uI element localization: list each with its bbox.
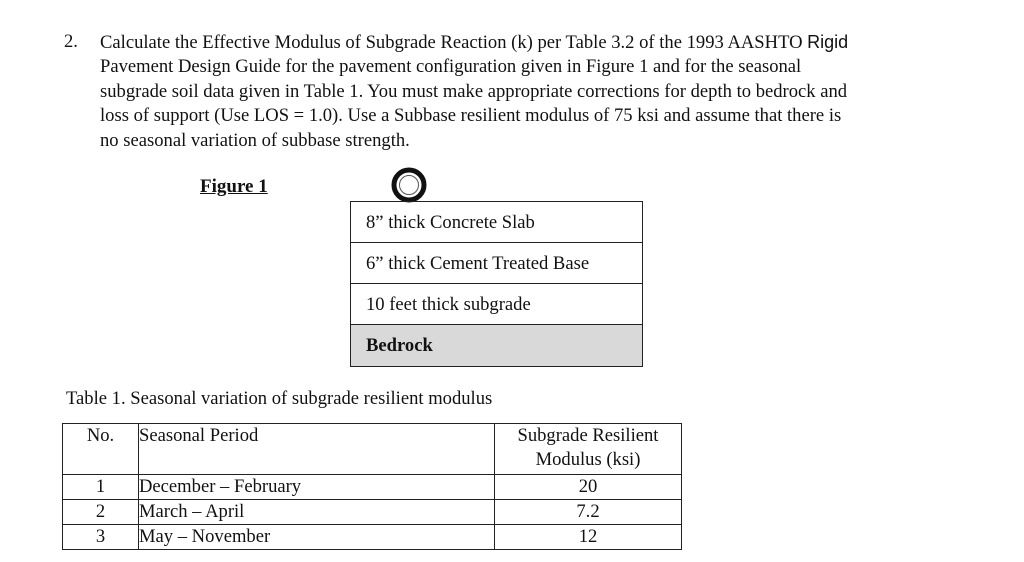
table-caption: Table 1. Seasonal variation of subgrade resilient modulus [66, 388, 493, 409]
header-modulus [495, 424, 682, 475]
layer-cement-treated-base: 6” thick Cement Treated Base [351, 243, 642, 284]
question-number: 2. [64, 31, 78, 52]
layer-bedrock: Bedrock [351, 325, 642, 366]
table-row [63, 500, 682, 525]
cell-modulus: 7.2 [495, 500, 682, 525]
pavement-layers [350, 201, 643, 367]
header-no: No. [63, 424, 139, 475]
header-modulus-line-1: Subgrade Resilient [517, 425, 659, 446]
cell-modulus: 20 [495, 475, 682, 500]
cell-no: 2 [63, 500, 139, 525]
figure-label: Figure 1 [200, 176, 268, 197]
table-row [63, 525, 682, 550]
header-modulus-line-2: Modulus (ksi) [535, 449, 641, 470]
header-period: Seasonal Period [139, 424, 495, 475]
layer-concrete-slab: 8” thick Concrete Slab [351, 202, 642, 243]
table-header-row [63, 424, 682, 475]
cell-period: December – February [139, 475, 495, 500]
question-line-4: loss of support (Use LOS = 1.0). Use a Subbase resilient modulus of 75 ksi and assume that there is [100, 105, 842, 127]
layer-subgrade: 10 feet thick subgrade [351, 284, 642, 325]
circle-icon [388, 167, 430, 203]
cell-period: March – April [139, 500, 495, 525]
question-line-1-trailing: Rigid [807, 32, 849, 52]
question-line-5: no seasonal variation of subbase strength. [100, 129, 410, 151]
question-line-2: Pavement Design Guide for the pavement configuration given in Figure 1 and for the seasonal [100, 56, 802, 78]
table-row [63, 475, 682, 500]
question-line-1: Calculate the Effective Modulus of Subgrade Reaction (k) per Table 3.2 of the 1993 AASHTO Rigid [100, 32, 849, 53]
cell-modulus: 12 [495, 525, 682, 550]
cell-no: 3 [63, 525, 139, 550]
seasonal-modulus-table [62, 423, 682, 550]
question-text [100, 30, 950, 153]
cell-period: May – November [139, 525, 495, 550]
question-line-3: subgrade soil data given in Table 1. You must make appropriate corrections for depth to bedrock and [100, 80, 848, 102]
cell-no: 1 [63, 475, 139, 500]
